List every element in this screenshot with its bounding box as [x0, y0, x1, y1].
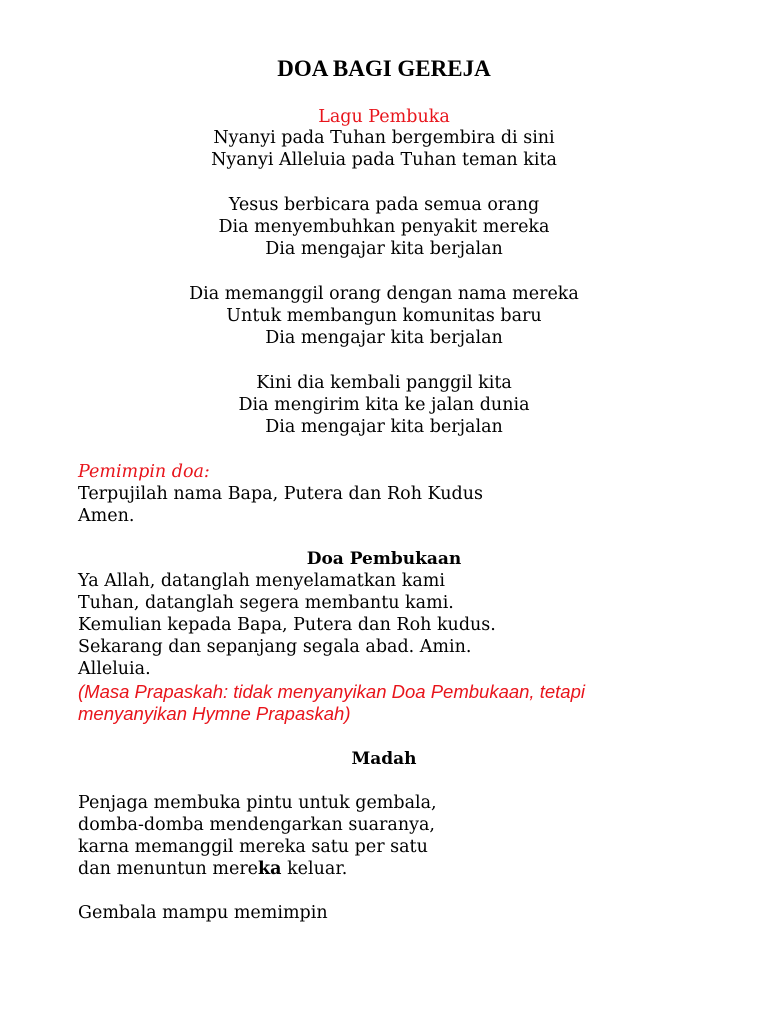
opening-prayer-line: Sekarang dan sepanjang segala abad. Amin. — [78, 637, 472, 657]
document-title: DOA BAGI GEREJA — [277, 56, 491, 81]
opening-prayer-line: Alleluia. — [78, 659, 151, 679]
madah-heading: Madah — [351, 749, 417, 769]
opening-song-line: Yesus berbicara pada semua orang — [228, 195, 540, 215]
madah-line-part: dan menuntun mere — [78, 859, 259, 879]
madah-line — [78, 858, 347, 880]
opening-song-line: Dia menyembuhkan penyakit mereka — [218, 217, 550, 237]
opening-prayer-line: Tuhan, datanglah segera membantu kami. — [78, 593, 454, 613]
opening-song-line: Untuk membangun komunitas baru — [226, 306, 542, 326]
opening-song-line: Dia mengajar kita berjalan — [265, 417, 503, 437]
opening-song-line: Nyanyi Alleluia pada Tuhan teman kita — [211, 150, 557, 170]
madah-line: Penjaga membuka pintu untuk gembala, — [78, 793, 437, 813]
opening-prayer-line: Ya Allah, datanglah menyelamatkan kami — [78, 571, 445, 591]
leader-line: Terpujilah nama Bapa, Putera dan Roh Kudus — [78, 484, 483, 504]
opening-song-line: Dia mengajar kita berjalan — [265, 328, 503, 348]
opening-song-line: Dia mengajar kita berjalan — [265, 239, 503, 259]
leader-line: Amen. — [78, 506, 135, 526]
lent-note: menyanyikan Hymne Prapaskah) — [78, 703, 351, 724]
opening-prayer-line: Kemulian kepada Bapa, Putera dan Roh kudus. — [78, 615, 496, 635]
opening-song-line: Dia mengirim kita ke jalan dunia — [238, 395, 530, 415]
madah-line: domba-domba mendengarkan suaranya, — [78, 815, 435, 835]
madah-line: karna memanggil mereka satu per satu — [78, 837, 428, 857]
opening-song-line: Dia memanggil orang dengan nama mereka — [189, 284, 579, 304]
madah-line-part: keluar. — [281, 859, 348, 879]
opening-song-line: Kini dia kembali panggil kita — [256, 373, 512, 393]
opening-song-label: Lagu Pembuka — [318, 107, 450, 127]
madah-line-bold-part: ka — [258, 859, 282, 879]
leader-label: Pemimpin doa: — [78, 462, 210, 482]
opening-song-line: Nyanyi pada Tuhan bergembira di sini — [213, 128, 555, 148]
lent-note: (Masa Prapaskah: tidak menyanyikan Doa Pembukaan, tetapi — [78, 681, 585, 702]
opening-prayer-heading: Doa Pembukaan — [306, 549, 462, 569]
madah-line: Gembala mampu memimpin — [78, 903, 328, 923]
